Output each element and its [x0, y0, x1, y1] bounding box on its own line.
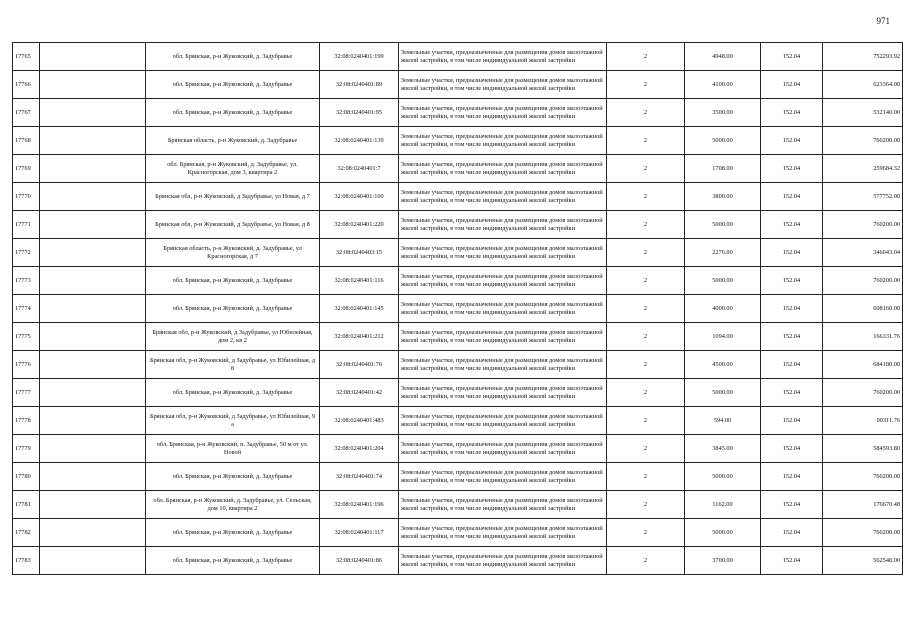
- address-cell: обл. Брянская, р-н Жуковский, д. Задубравье: [146, 267, 320, 295]
- category-cell: 2: [607, 491, 685, 519]
- land-use-cell: Земельные участки, предназначенные для размещения домов малоэтажной жилой застройки, в том числе индивидуальной жилой застройки: [399, 547, 607, 575]
- address-cell: обл. Брянская, р-н Жуковский, д. Задубравье: [146, 463, 320, 491]
- empty-cell: [40, 99, 146, 127]
- cadastral-value-cell: 760200.00: [823, 267, 903, 295]
- cadastral-number-cell: 32:08:0240403:15: [320, 239, 399, 267]
- specific-value-cell: 152.04: [761, 547, 823, 575]
- table-row: [13, 547, 903, 575]
- category-cell: 2: [607, 295, 685, 323]
- specific-value-cell: 152.04: [761, 155, 823, 183]
- table-row: [13, 239, 903, 267]
- cadastral-value-cell: 166331.76: [823, 323, 903, 351]
- record-id-cell: 17782: [13, 519, 40, 547]
- table-row: [13, 323, 903, 351]
- area-cell: 5000.00: [685, 211, 761, 239]
- area-cell: 4000.00: [685, 295, 761, 323]
- table-row: [13, 435, 903, 463]
- cadastral-number-cell: 32:08:0240401:220: [320, 211, 399, 239]
- address-cell: обл. Брянская, р-н Жуковский, д. Задубравье: [146, 379, 320, 407]
- empty-cell: [40, 239, 146, 267]
- record-id-cell: 17765: [13, 43, 40, 71]
- address-cell: обл. Брянская, р-н Жуковский, д. Задубравье: [146, 99, 320, 127]
- empty-cell: [40, 43, 146, 71]
- cadastral-number-cell: 32:08:0240401:116: [320, 267, 399, 295]
- table-row: [13, 379, 903, 407]
- area-cell: 1162.00: [685, 491, 761, 519]
- address-cell: Брянская область, р-н Жуковский, д. Задубравье, ул Красногорская, д 7: [146, 239, 320, 267]
- cadastral-number-cell: 32:08:0240401:199: [320, 43, 399, 71]
- category-cell: 2: [607, 155, 685, 183]
- specific-value-cell: 152.04: [761, 351, 823, 379]
- area-cell: 5000.00: [685, 519, 761, 547]
- empty-cell: [40, 295, 146, 323]
- record-id-cell: 17779: [13, 435, 40, 463]
- empty-cell: [40, 463, 146, 491]
- address-cell: Брянская обл, р-н Жуковский, д Задубравье, ул Юбилейная, д 8: [146, 351, 320, 379]
- address-cell: обл. Брянская, р-н Жуковский, д. Задубравье, ул. Сельская, дом 10, квартира 2: [146, 491, 320, 519]
- cadastral-number-cell: 32:08:0240401:89: [320, 71, 399, 99]
- land-use-cell: Земельные участки, предназначенные для размещения домов малоэтажной жилой застройки, в том числе индивидуальной жилой застройки: [399, 155, 607, 183]
- specific-value-cell: 152.04: [761, 379, 823, 407]
- cadastral-value-cell: 760200.00: [823, 379, 903, 407]
- empty-cell: [40, 547, 146, 575]
- category-cell: 2: [607, 547, 685, 575]
- land-use-cell: Земельные участки, предназначенные для размещения домов малоэтажной жилой застройки, в том числе индивидуальной жилой застройки: [399, 323, 607, 351]
- area-cell: 5000.00: [685, 463, 761, 491]
- land-use-cell: Земельные участки, предназначенные для размещения домов малоэтажной жилой застройки, в том числе индивидуальной жилой застройки: [399, 183, 607, 211]
- record-id-cell: 17766: [13, 71, 40, 99]
- empty-cell: [40, 267, 146, 295]
- page-number: 971: [876, 16, 890, 26]
- empty-cell: [40, 183, 146, 211]
- empty-cell: [40, 71, 146, 99]
- address-cell: Брянская область, р-н Жуковский, д. Задубравье: [146, 127, 320, 155]
- record-id-cell: 17774: [13, 295, 40, 323]
- specific-value-cell: 152.04: [761, 127, 823, 155]
- land-use-cell: Земельные участки, предназначенные для размещения домов малоэтажной жилой застройки, в том числе индивидуальной жилой застройки: [399, 127, 607, 155]
- address-cell: Брянская обл, р-н Жуковский, д Задубравье, ул Новая, д 7: [146, 183, 320, 211]
- land-use-cell: Земельные участки, предназначенные для размещения домов малоэтажной жилой застройки, в том числе индивидуальной жилой застройки: [399, 351, 607, 379]
- address-cell: Брянская обл, р-н Жуковский, д Задубравье, ул Юбилейная, дом 2, кв 2: [146, 323, 320, 351]
- area-cell: 5000.00: [685, 379, 761, 407]
- cadastral-value-cell: 562548.00: [823, 547, 903, 575]
- record-id-cell: 17783: [13, 547, 40, 575]
- category-cell: 2: [607, 351, 685, 379]
- cadastral-number-cell: 32:08:0240401:42: [320, 379, 399, 407]
- category-cell: 2: [607, 519, 685, 547]
- specific-value-cell: 152.04: [761, 491, 823, 519]
- address-cell: обл. Брянская, р-н Жуковский, п. Задубравье, 50 м от ул. Новой: [146, 435, 320, 463]
- area-cell: 3845.00: [685, 435, 761, 463]
- specific-value-cell: 152.04: [761, 267, 823, 295]
- land-use-cell: Земельные участки, предназначенные для размещения домов малоэтажной жилой застройки, в том числе индивидуальной жилой застройки: [399, 239, 607, 267]
- category-cell: 2: [607, 239, 685, 267]
- table-row: [13, 99, 903, 127]
- cadastral-number-cell: 32:08:0240401:100: [320, 183, 399, 211]
- empty-cell: [40, 155, 146, 183]
- record-id-cell: 17767: [13, 99, 40, 127]
- land-use-cell: Земельные участки, предназначенные для размещения домов малоэтажной жилой застройки, в том числе индивидуальной жилой застройки: [399, 463, 607, 491]
- cadastral-value-cell: 760200.00: [823, 127, 903, 155]
- area-cell: 3500.00: [685, 99, 761, 127]
- address-cell: обл. Брянская, р-н Жуковский, д. Задубравье: [146, 547, 320, 575]
- cadastral-number-cell: 32:08:0240401:139: [320, 127, 399, 155]
- cadastral-value-cell: 584593.80: [823, 435, 903, 463]
- record-id-cell: 17775: [13, 323, 40, 351]
- empty-cell: [40, 407, 146, 435]
- area-cell: 3800.00: [685, 183, 761, 211]
- specific-value-cell: 152.04: [761, 183, 823, 211]
- specific-value-cell: 152.04: [761, 295, 823, 323]
- record-id-cell: 17776: [13, 351, 40, 379]
- area-cell: 594.00: [685, 407, 761, 435]
- land-use-cell: Земельные участки, предназначенные для размещения домов малоэтажной жилой застройки, в том числе индивидуальной жилой застройки: [399, 407, 607, 435]
- land-use-cell: Земельные участки, предназначенные для размещения домов малоэтажной жилой застройки, в том числе индивидуальной жилой застройки: [399, 435, 607, 463]
- category-cell: 2: [607, 435, 685, 463]
- table-row: [13, 351, 903, 379]
- cadastral-value-cell: 90311.76: [823, 407, 903, 435]
- cadastral-value-cell: 532140.00: [823, 99, 903, 127]
- cadastral-number-cell: 32:08:0240401:117: [320, 519, 399, 547]
- cadastral-number-cell: 32:08:0240401:7: [320, 155, 399, 183]
- cadastral-value-cell: 259684.32: [823, 155, 903, 183]
- table-row: [13, 155, 903, 183]
- record-id-cell: 17778: [13, 407, 40, 435]
- area-cell: 1708.00: [685, 155, 761, 183]
- land-use-cell: Земельные участки, предназначенные для размещения домов малоэтажной жилой застройки, в том числе индивидуальной жилой застройки: [399, 43, 607, 71]
- address-cell: обл. Брянская, р-н Жуковский, д. Задубравье: [146, 43, 320, 71]
- record-id-cell: 17771: [13, 211, 40, 239]
- category-cell: 2: [607, 463, 685, 491]
- address-cell: обл. Брянская, р-н Жуковский, д. Задубравье: [146, 295, 320, 323]
- cadastral-number-cell: 32:08:0240401:204: [320, 435, 399, 463]
- cadastral-number-cell: 32:08:0240401:483: [320, 407, 399, 435]
- empty-cell: [40, 491, 146, 519]
- record-id-cell: 17772: [13, 239, 40, 267]
- category-cell: 2: [607, 71, 685, 99]
- cadastral-value-cell: 608160.00: [823, 295, 903, 323]
- cadastral-value-cell: 346043.04: [823, 239, 903, 267]
- address-cell: обл. Брянская, р-н Жуковский, д. Задубравье: [146, 71, 320, 99]
- cadastral-value-cell: 760200.00: [823, 463, 903, 491]
- table-row: [13, 127, 903, 155]
- land-use-cell: Земельные участки, предназначенные для размещения домов малоэтажной жилой застройки, в том числе индивидуальной жилой застройки: [399, 295, 607, 323]
- area-cell: 3700.00: [685, 547, 761, 575]
- specific-value-cell: 152.04: [761, 323, 823, 351]
- category-cell: 2: [607, 407, 685, 435]
- specific-value-cell: 152.04: [761, 463, 823, 491]
- table-row: [13, 183, 903, 211]
- land-parcel-table: [12, 42, 903, 575]
- cadastral-number-cell: 32:08:0240401:145: [320, 295, 399, 323]
- category-cell: 2: [607, 183, 685, 211]
- land-use-cell: Земельные участки, предназначенные для размещения домов малоэтажной жилой застройки, в том числе индивидуальной жилой застройки: [399, 267, 607, 295]
- cadastral-value-cell: 760200.00: [823, 211, 903, 239]
- area-cell: 4100.00: [685, 71, 761, 99]
- address-cell: Брянская обл, р-н Жуковский, д Задубравье, ул Юбилейная, 9 а: [146, 407, 320, 435]
- cadastral-value-cell: 760200.00: [823, 519, 903, 547]
- cadastral-value-cell: 176670.48: [823, 491, 903, 519]
- empty-cell: [40, 323, 146, 351]
- table-body: [13, 43, 903, 575]
- cadastral-value-cell: 577752.00: [823, 183, 903, 211]
- cadastral-number-cell: 32:08:0240401:212: [320, 323, 399, 351]
- area-cell: 5000.00: [685, 127, 761, 155]
- table-row: [13, 71, 903, 99]
- address-cell: обл. Брянская, р-н Жуковский, д. Задубравье, ул. Красногорская, дом 3, квартира 2: [146, 155, 320, 183]
- table-row: [13, 463, 903, 491]
- specific-value-cell: 152.04: [761, 519, 823, 547]
- area-cell: 2276.00: [685, 239, 761, 267]
- specific-value-cell: 152.04: [761, 407, 823, 435]
- table-row: [13, 211, 903, 239]
- land-use-cell: Земельные участки, предназначенные для размещения домов малоэтажной жилой застройки, в том числе индивидуальной жилой застройки: [399, 379, 607, 407]
- cadastral-number-cell: 32:08:0240401:95: [320, 99, 399, 127]
- specific-value-cell: 152.04: [761, 239, 823, 267]
- empty-cell: [40, 435, 146, 463]
- area-cell: 5000.00: [685, 267, 761, 295]
- address-cell: обл. Брянская, р-н Жуковский, д. Задубравье: [146, 519, 320, 547]
- area-cell: 1094.00: [685, 323, 761, 351]
- area-cell: 4948.00: [685, 43, 761, 71]
- specific-value-cell: 152.04: [761, 435, 823, 463]
- cadastral-number-cell: 32:08:0240401:74: [320, 463, 399, 491]
- specific-value-cell: 152.04: [761, 99, 823, 127]
- address-cell: Брянская обл, р-н Жуковский, д Задубравье, ул Новая, д 8: [146, 211, 320, 239]
- empty-cell: [40, 519, 146, 547]
- category-cell: 2: [607, 211, 685, 239]
- land-use-cell: Земельные участки, предназначенные для размещения домов малоэтажной жилой застройки, в том числе индивидуальной жилой застройки: [399, 211, 607, 239]
- record-id-cell: 17773: [13, 267, 40, 295]
- cadastral-number-cell: 32:08:0240401:76: [320, 351, 399, 379]
- specific-value-cell: 152.04: [761, 71, 823, 99]
- table-row: [13, 43, 903, 71]
- table-row: [13, 295, 903, 323]
- table-row: [13, 519, 903, 547]
- table-row: [13, 407, 903, 435]
- cadastral-value-cell: 623364.00: [823, 71, 903, 99]
- category-cell: 2: [607, 127, 685, 155]
- category-cell: 2: [607, 99, 685, 127]
- cadastral-number-cell: 32:08:0240401:196: [320, 491, 399, 519]
- record-id-cell: 17781: [13, 491, 40, 519]
- empty-cell: [40, 127, 146, 155]
- record-id-cell: 17770: [13, 183, 40, 211]
- table-row: [13, 491, 903, 519]
- record-id-cell: 17777: [13, 379, 40, 407]
- table-row: [13, 267, 903, 295]
- cadastral-value-cell: 684180.00: [823, 351, 903, 379]
- category-cell: 2: [607, 379, 685, 407]
- category-cell: 2: [607, 267, 685, 295]
- category-cell: 2: [607, 323, 685, 351]
- cadastral-number-cell: 32:08:0240401:86: [320, 547, 399, 575]
- record-id-cell: 17780: [13, 463, 40, 491]
- record-id-cell: 17769: [13, 155, 40, 183]
- empty-cell: [40, 379, 146, 407]
- specific-value-cell: 152.04: [761, 211, 823, 239]
- land-use-cell: Земельные участки, предназначенные для размещения домов малоэтажной жилой застройки, в том числе индивидуальной жилой застройки: [399, 99, 607, 127]
- category-cell: 2: [607, 43, 685, 71]
- land-use-cell: Земельные участки, предназначенные для размещения домов малоэтажной жилой застройки, в том числе индивидуальной жилой застройки: [399, 71, 607, 99]
- cadastral-value-cell: 752293.92: [823, 43, 903, 71]
- land-use-cell: Земельные участки, предназначенные для размещения домов малоэтажной жилой застройки, в том числе индивидуальной жилой застройки: [399, 491, 607, 519]
- empty-cell: [40, 211, 146, 239]
- area-cell: 4500.00: [685, 351, 761, 379]
- record-id-cell: 17768: [13, 127, 40, 155]
- specific-value-cell: 152.04: [761, 43, 823, 71]
- empty-cell: [40, 351, 146, 379]
- land-use-cell: Земельные участки, предназначенные для размещения домов малоэтажной жилой застройки, в том числе индивидуальной жилой застройки: [399, 519, 607, 547]
